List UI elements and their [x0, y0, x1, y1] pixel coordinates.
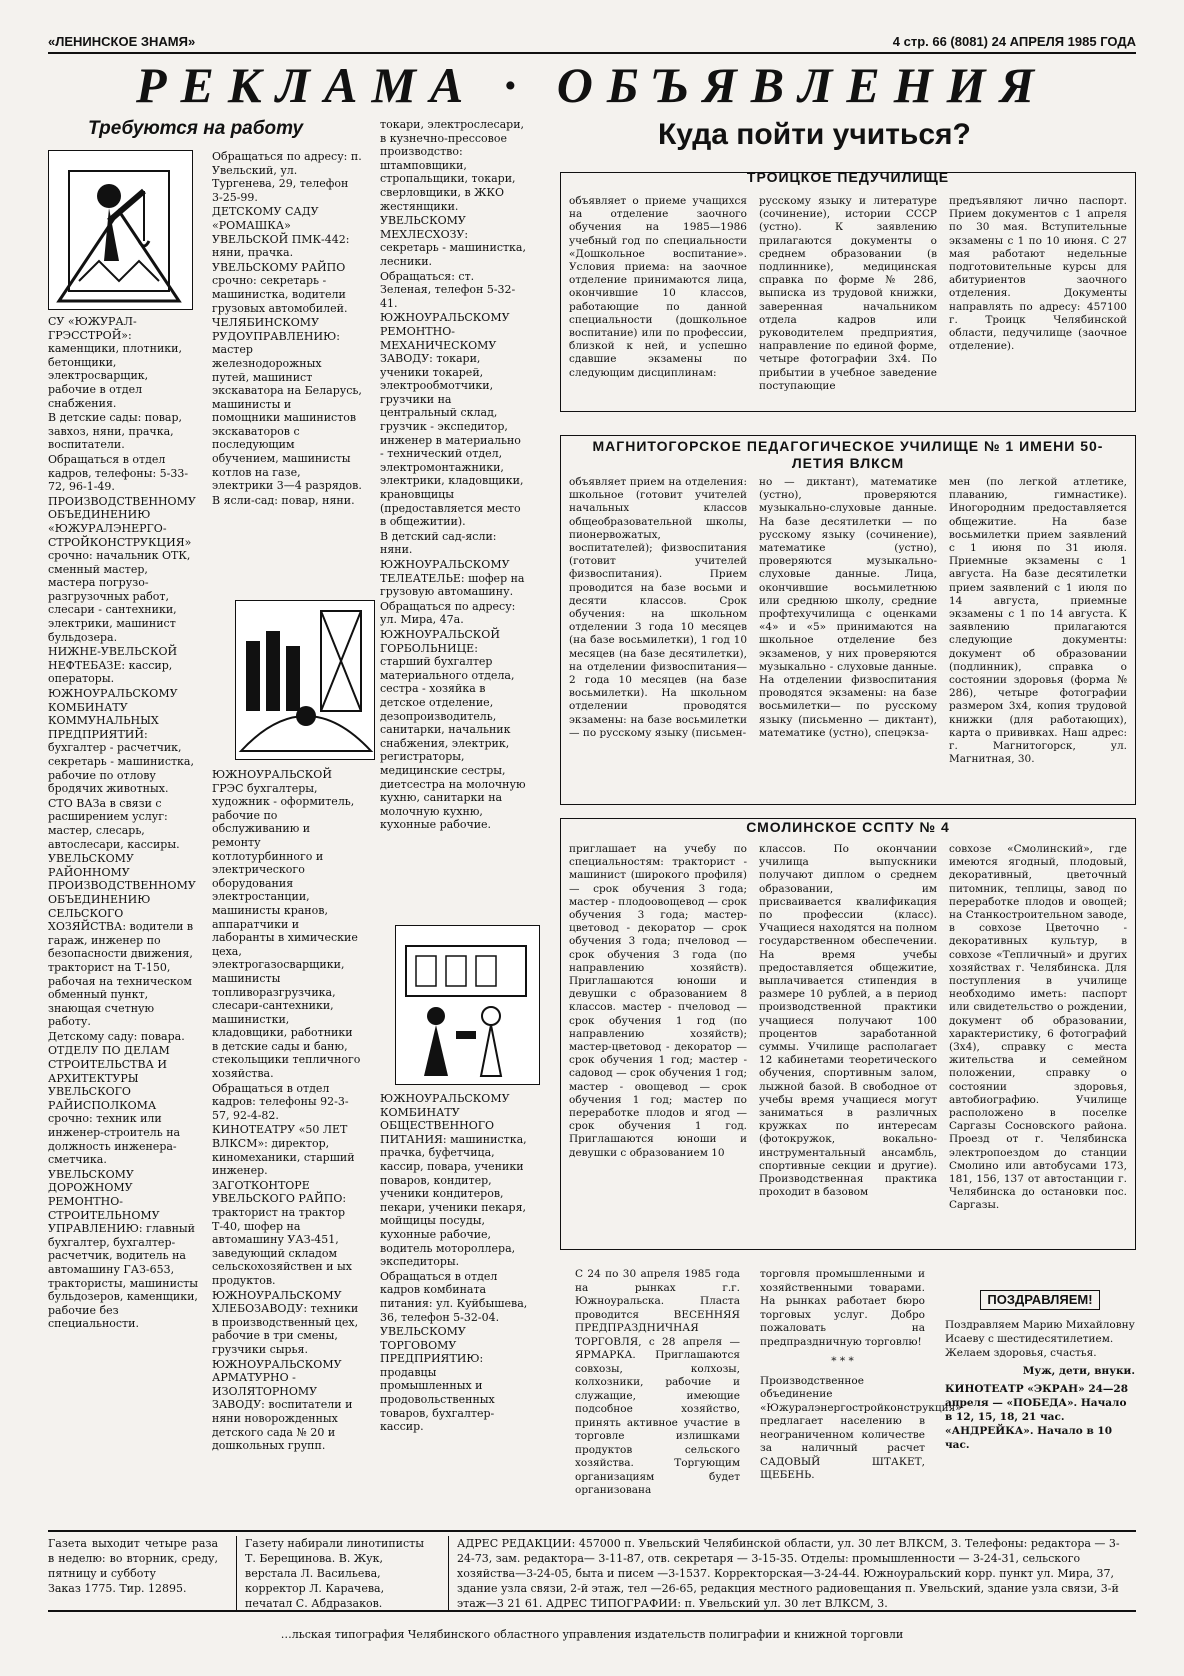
- congrats-signature: Муж, дети, внуки.: [1022, 1365, 1135, 1377]
- footer: [48, 1530, 1136, 1612]
- smolino-ad: [560, 818, 1136, 1250]
- job-ad: СУ «ЮЖУРАЛ-ГРЭССТРОЙ»: каменщики, плотники, бетонщики, электросварщик, рабочие в отдел снабжения.: [48, 315, 182, 410]
- job-ad: Обращаться в отдел кадров, телефоны: 5-33-72, 96-1-49.: [48, 452, 189, 494]
- job-ad: УВЕЛЬСКОМУ МЕХЛЕСХОЗУ: секретарь - машинистка, лесники.: [380, 214, 526, 268]
- troitsk-col-3: предъявляют лично паспорт. Прием документов с 1 апреля по 30 мая. Вступительные экзамены с 1 по 10 июня. С 27 мая работают недельные подготовительные курсы для абитуриентов заочного отделения. Документы направлять по адресу: 457100 г. Троицк Челябинской области, педучилище (заочное отделение).: [949, 195, 1127, 353]
- job-ad: ЮЖНОУРАЛЬСКОМУ ХЛЕБОЗАВОДУ: техники в производственный цех, рабочие в три смены, грузчики сырья.: [212, 1288, 359, 1356]
- job-ad: В ясли-сад: повар, няни.: [212, 493, 355, 507]
- job-ad: УВЕЛЬСКОМУ РАЙОННОМУ ПРОИЗВОДСТВЕННОМУ ОБЪЕДИНЕНИЮ СЕЛЬСКОГО ХОЗЯЙСТВА: водители в гараж, инженер по безопасности движения, тракторист на Т-150, рабочая на техническом обменный пункт, знающая счетную работу.: [48, 852, 196, 1029]
- smolino-col-1: приглашает на учебу по специальностям: тракторист - машинист (широкого профиля) — срок обучения 3 года; мастер - плодоовощевод — срок обучения 3 года; мастер-цветовод - декоратор — срок обучения 3 года; пчеловод — срок обучения 3 года (по направлению хозяйств). Приглашаются юноши и девушки с образованием 8 классов. мастер - пчеловод — срок обучения 1 год (по направлению хозяйств); мастер-цветовод - декоратор — срок обучения 1 год; мастер - садовод — срок обучения 1 год; мастер - овощевод — срок обучения 1 год; мастер по переработке плодов и ягод — срок обучения 1 год. Приглашаются юноши и девушки с образованием 10: [569, 843, 747, 1159]
- jobs-column-2-top: [212, 150, 362, 590]
- smolino-col-3: совхозе «Смолинский», где имеются ягодный, плодовый, декоративный, цветочный питомник, теплицы, завод по переработке плодов и овощей; на Станкостроительном заводе, в совхозе Цветочно - декоративных культур, в совхозе «Тепличный» и других хозяйствах г. Челябинска. Для поступления в училище необходимо иметь: паспорт или свидетельство о рождении, документ об образовании, характеристику, 6 фотографий (3x4), справку с места жительства и семейном положении, справку о состоянии здоровья, автобиографию. Училище расположено в поселке Саргазы Сосновского района. Проезд от г. Челябинска электропоездом до станции Смолино или автобусами 173, 181, 156, 137 от автостанции г. Челябинска до остановки пос. Саргазы.: [949, 843, 1127, 1212]
- job-ad: В детские сады: повар, завхоз, няни, прачка, воспитатели.: [48, 411, 183, 452]
- fair-ad-col-1: С 24 по 30 апреля 1985 года на рынках г.г. Южноуральска. Пласта проводится ВЕСЕННЯЯ ПРЕДПРАЗДНИЧНАЯ ТОРГОВЛЯ, с 28 апреля — ЯРМАРКА. Приглашаются совхозы, колхозы, колхозники, рабочие и служащие, имеющие подсобное хозяйство, принять активное участие в торговле излишками продуктов сельского хозяйства. Торгующим организациям будет организована: [575, 1268, 740, 1496]
- job-ad: ЮЖНОУРАЛЬСКОЙ ГРЭС бухгалтеры, художник - оформитель, рабочие по обслуживанию и ремонту котлотурбинного и электрического оборудования электростанции, машинисты кранов, аппаратчики и лаборанты в химические цеха, электрогазосварщики, машинисты топливоразгрузчика, слесари-сантехники, машинистки, кладовщики, работники в детские сады и баню, стекольщики тепличного хозяйства.: [212, 768, 361, 1081]
- publication-schedule: [48, 1536, 218, 1596]
- troitsk-title: ТРОИЦКОЕ ПЕДУЧИЛИЩЕ: [746, 169, 950, 185]
- editorial-address: АДРЕС РЕДАКЦИИ: 457000 п. Увельский Челябинской области, ул. 30 лет ВЛКСМ, 3. Телефоны: редактора — 3-24-73, зам. редактора— 3-11-87, отв. секретаря — 3-15-35. Отделы: промышленности — 3-24-31, сельского хозяйства—3-24-05, быта и писем —3-1537. Корректорская—3-24-44. Южноуральский корр. пункт ул. Мира, 37, здание узла связи, 2-й этаж, тел —26-65, редакция местного радиовещания п. Увельский, здание узла связи, 3-й этаж—3 21 61. АДРЕС ТИПОГРАФИИ: п. Увельский ул. 30 лет ВЛКСМ, 3.: [448, 1536, 1136, 1611]
- job-ad: токари, электрослесари, в кузнечно-прессовое производство: штамповщики, стропальщики, токари, сверловщики, в ЖКО жестянщики.: [380, 118, 525, 213]
- job-ad: В детский сад-ясли: няни.: [380, 529, 497, 557]
- job-ad: ЮЖНОУРАЛЬСКОМУ КОМБИНАТУ ОБЩЕСТВЕННОГО ПИТАНИЯ: машинистка, прачка, буфетчица, кассир, повара, ученики поваров, кондитер, ученики кондитеров, пекари, ученики пекаря, мойщицы посуды, кухонные рабочие, водитель мотороллера, экспедиторы.: [380, 1092, 527, 1269]
- jobs-column-3-bottom: [380, 1092, 528, 1527]
- jobs-heading: Требуются на работу: [88, 118, 304, 139]
- smolino-col-2: классов. По окончании училища выпускники получают диплом о среднем образовании, им присваивается квалификация по профессии (класс). Учащиеся находятся на полном государственном обеспечении. На время учебы предоставляется общежитие, выплачивается стипендия в размере 10 рублей, а в период производственной практики учащиеся получают 100 процентов заработанной суммы. Училище располагает 12 кабинетами теоретического обучения, спортивным залом, лыжной базой. В свободное от учебы время учащиеся могут заниматься в различных кружках по интересам (фотокружок, вокально-инструментальный ансамбль, спортивные секции и другие). Производственная практика проходит в базовом: [759, 843, 937, 1199]
- issue-info: 4 стр. 66 (8081) 24 АПРЕЛЯ 1985 ГОДА: [892, 34, 1136, 49]
- job-ad: УВЕЛЬСКОМУ ТОРГОВОМУ ПРЕДПРИЯТИЮ: продавцы промышленных и продовольственных товаров, бухгалтер-кассир.: [380, 1325, 495, 1434]
- job-ad: ЮЖНОУРАЛЬСКОМУ РЕМОНТНО-МЕХАНИЧЕСКОМУ ЗАВОДУ: токари, ученики токарей, электрообмотчики, грузчики на центральный склад, грузчик - экспедитор, инженер в материально - технический отдел, электромонтажники, электрики, кладовщики, крановщицы (предоставляется место в общежитии).: [380, 311, 524, 529]
- job-ad: ОТДЕЛУ ПО ДЕЛАМ СТРОИТЕЛЬСТВА И АРХИТЕКТУРЫ УВЕЛЬСКОГО РАЙИСПОЛКОМА срочно: техник или инженер-строитель на должность инженера-сметчика.: [48, 1044, 181, 1167]
- job-ad: Обращаться в отдел кадров комбината питания: ул. Куйбышева, 36, телефон 5-32-04.: [380, 1269, 528, 1324]
- fair-text: торговля промышленными и хозяйственными товарами. На рынках работает бюро торговых услуг. Добро пожаловать на предпраздничную торговлю!: [760, 1268, 925, 1348]
- job-ad: НИЖНЕ-УВЕЛЬСКОЙ НЕФТЕБАЗЕ: кассир, операторы.: [48, 645, 178, 686]
- job-ad: СТО ВАЗа в связи с расширением услуг: мастер, слесарь, автослесари, кассиры.: [48, 796, 180, 851]
- job-ad: ЧЕЛЯБИНСКОМУ РУДОУПРАВЛЕНИЮ: мастер железнодорожных путей, машинист экскаватора на Беларусь, машинисты и помощники машинистов экскаваторов с последующим обучением, машинисты котлов на газе, электрики 3—4 разрядов.: [212, 316, 362, 493]
- gravel-ad: Производственное объединение «Южуралэнергостройконструкция» предлагает населению в неограниченном количестве за наличный расчет САДОВЫЙ ШТАКЕТ, ЩЕБЕНЬ.: [760, 1374, 962, 1481]
- job-ad: Детскому саду: повара.: [48, 1029, 185, 1043]
- congrats-block: [945, 1290, 1135, 1525]
- schedule-text: Газета выходит четыре раза в неделю: во вторник, среду, пятницу и субботу: [48, 1537, 218, 1580]
- study-heading: Куда пойти учиться?: [658, 118, 971, 151]
- job-ad: КИНОТЕАТРУ «50 ЛЕТ ВЛКСМ»: директор, киномеханики, старший инженер.: [212, 1123, 355, 1178]
- separator-stars: * * *: [831, 1355, 854, 1367]
- fair-ad-col-2: [760, 1268, 962, 1523]
- job-ad: ЮЖНОУРАЛЬСКОМУ КОМБИНАТУ КОММУНАЛЬНЫХ ПРЕДПРИЯТИЙ: бухгалтер - расчетчик, секретарь - машинистка, рабочие по отлову бродячих животных.: [48, 687, 194, 796]
- job-ad: Обращаться по адресу: ул. Мира, 47а.: [380, 599, 516, 627]
- magnitogorsk-ad: [560, 435, 1136, 805]
- cinema-ad: КИНОТЕАТР «ЭКРАН» 24—28 апреля — «ПОБЕДА». Начало в 12, 15, 18, 21 час. «АНДРЕЙКА». Начало в 10 час.: [945, 1383, 1129, 1451]
- job-ad: УВЕЛЬСКОМУ РАЙПО срочно: секретарь - машинистка, водители грузовых автомобилей.: [212, 260, 348, 315]
- troitsk-col-2: русскому языку и литературе (сочинение), истории СССР (устно). К заявлению прилагаются документы о среднем образовании (в подлиннике), медицинская справка по форме № 286, выписка из трудовой книжки, заверенная начальником отдела кадров или руководителем предприятия, направление по единой форме, четыре фотографии 3x4. По прибытии в учебное заведение поступающие: [759, 195, 937, 392]
- power-station-illustration: [235, 600, 375, 760]
- jobs-column-2-bottom: [212, 768, 362, 1528]
- jobs-column-1: [48, 315, 198, 1523]
- job-ad: ЮЖНОУРАЛЬСКОМУ ТЕЛЕАТЕЛЬЕ: шофер на грузовую автомашину.: [380, 558, 525, 599]
- page-banner: РЕКЛАМА · ОБЪЯВЛЕНИЯ: [135, 57, 1049, 113]
- job-ad: Обращаться в отдел кадров: телефоны 92-3-57, 92-4-82.: [212, 1081, 349, 1122]
- printing-house-line: …льская типография Челябинского областного управления издательств полиграфии и книжной торговли: [280, 1628, 904, 1641]
- masthead: [48, 32, 1136, 54]
- newspaper-name: «ЛЕНИНСКОЕ ЗНАМЯ»: [48, 34, 196, 49]
- jobs-column-3-top: [380, 118, 528, 918]
- troitsk-col-1: объявляет о приеме учащихся на отделение заочного обучения на 1985—1986 учебный год по специальности «Дошкольное воспитание». Условия приема: на заочное отделение принимаются лица, окончившие 10 классов, работающие по данной специальности (дошкольное воспитание) или по профессии, близкой к ней, и успешно сдавшие экзамены по следующим дисциплинам:: [569, 195, 747, 379]
- magnitogorsk-col-2: но — диктант), математике (устно), проверяются музыкально-слуховые данные. На базе десятилетки — по русскому языку (сочинение), математике (устно), проверяются музыкально-слуховые данные. Лица, окончившие восьмилетнюю или среднюю школу, средние профтехучилища с оценками «4» и «5» принимаются на школьное отделение без экзаменов, у них проверяются музыкально - слуховые данные. На отделении физвоспитания проводятся экзамены: на базе восьмилетки— по русскому языку (письменно — диктант), математике (устно), спецэкза-: [759, 476, 937, 739]
- job-ad: Обращаться: ст. Зеленая, телефон 5-32-41.: [380, 269, 516, 310]
- troitsk-ad: [560, 169, 1136, 412]
- magnitogorsk-title: МАГНИТОГОРСКОЕ ПЕДАГОГИЧЕСКОЕ УЧИЛИЩЕ № 1 ИМЕНИ 50-ЛЕТИЯ ВЛКСМ: [592, 438, 1104, 471]
- congrats-label: ПОЗДРАВЛЯЕМ!: [980, 1290, 1099, 1310]
- cafe-illustration: [395, 925, 540, 1085]
- magnitogorsk-col-1: объявляет прием на отделения: школьное (готовит учителей начальных классов общеобразовательной школы, пионервожатых, воспитателей); физвоспитания (готовит учителей физвоспитания). Прием проводится на базе восьми и десяти классов. Срок обучения: на школьном отделении 3 года 10 месяцев (на базе восьмилетки), 1 год 10 месяцев (на базе десятилетки), на отделении физвоспитания—2 года 10 месяцев (на базе восьмилетки). На школьном отделении проводятся экзамены: на базе восьмилетки — по русскому языку (письмен-: [569, 476, 747, 739]
- magnitogorsk-col-3: мен (по легкой атлетике, плаванию, гимнастике). Иногородним предоставляется общежитие. На базе восьмилетки прием заявлений с 1 июня по 31 июля. Приемные экзамены с 1 августа. На базе десятилетки прием заявлений с 1 июля по 14 августа, приемные экзамены с 1 по 14 августа. К заявлению прилагаются следующие документы: документ об образовании (подлинник), справка о состоянии здоровья (форма № 286), четыре фотографии размером 3x4, копия трудовой книжки (для работающих), карта о прививках. Наш адрес: г. Магнитогорск, ул. Магнитная, 30.: [949, 476, 1127, 766]
- job-ad: ЮЖНОУРАЛЬСКОЙ ГОРБОЛЬНИЦЕ: старший бухгалтер материального отдела, сестра - хозяйка в детское отделение, дезопроизводитель, санитарки, начальник снабжения, электрик, регистраторы, медицинские сестры, диетсестра на молочную кухню, санитарки на молочную кухню, кухонные рабочие.: [380, 627, 526, 832]
- worker-illustration: [48, 150, 193, 310]
- smolino-title: СМОЛИНСКОЕ ССПТУ № 4: [746, 819, 950, 835]
- job-ad: Обращаться по адресу: п. Увельский, ул. Тургенева, 29, телефон 3-25-99.: [212, 150, 362, 204]
- typesetters-credits: Газету набирали линотиписты Т. Берещинова. В. Жук, верстала Л. Васильева, корректор Л. Карачева, печатал С. Абдразаков.: [236, 1536, 426, 1611]
- job-ad: ДЕТСКОМУ САДУ «РОМАШКА» УВЕЛЬСКОЙ ПМК-442: няни, прачка.: [212, 205, 350, 260]
- congrats-text: Поздравляем Марию Михайловну Исаеву с шестидесятилетием. Желаем здоровья, счастья.: [945, 1319, 1135, 1359]
- order-number: Заказ 1775. Тир. 12895.: [48, 1582, 187, 1595]
- job-ad: ПРОИЗВОДСТВЕННОМУ ОБЪЕДИНЕНИЮ «ЮЖУРАЛЭНЕРГО-СТРОЙКОНСТРУКЦИЯ» срочно: начальник ОТК, сменный мастер, мастера погрузо-разгрузочных работ, слесари - сантехники, электрики, машинист бульдозера.: [48, 494, 196, 644]
- job-ad: ЗАГОТКОНТОРЕ УВЕЛЬСКОГО РАЙПО: тракторист на трактор Т-40, шофер на автомашину УАЗ-451, заведующий складом сельскохозяйствен и ых продуктов.: [212, 1178, 352, 1287]
- job-ad: ЮЖНОУРАЛЬСКОМУ АРМАТУРНО - ИЗОЛЯТОРНОМУ ЗАВОДУ: воспитатели и няни новорожденных детского сада № 20 и дошкольных групп.: [212, 1357, 353, 1453]
- job-ad: УВЕЛЬСКОМУ ДОРОЖНОМУ РЕМОНТНО-СТРОИТЕЛЬНОМУ УПРАВЛЕНИЮ: главный бухгалтер, бухгалтер-расчетчик, водитель на автомашину ГАЗ-653, трактористы, машинисты бульдозеров, каменщики, рабочие без специальности.: [48, 1167, 198, 1331]
